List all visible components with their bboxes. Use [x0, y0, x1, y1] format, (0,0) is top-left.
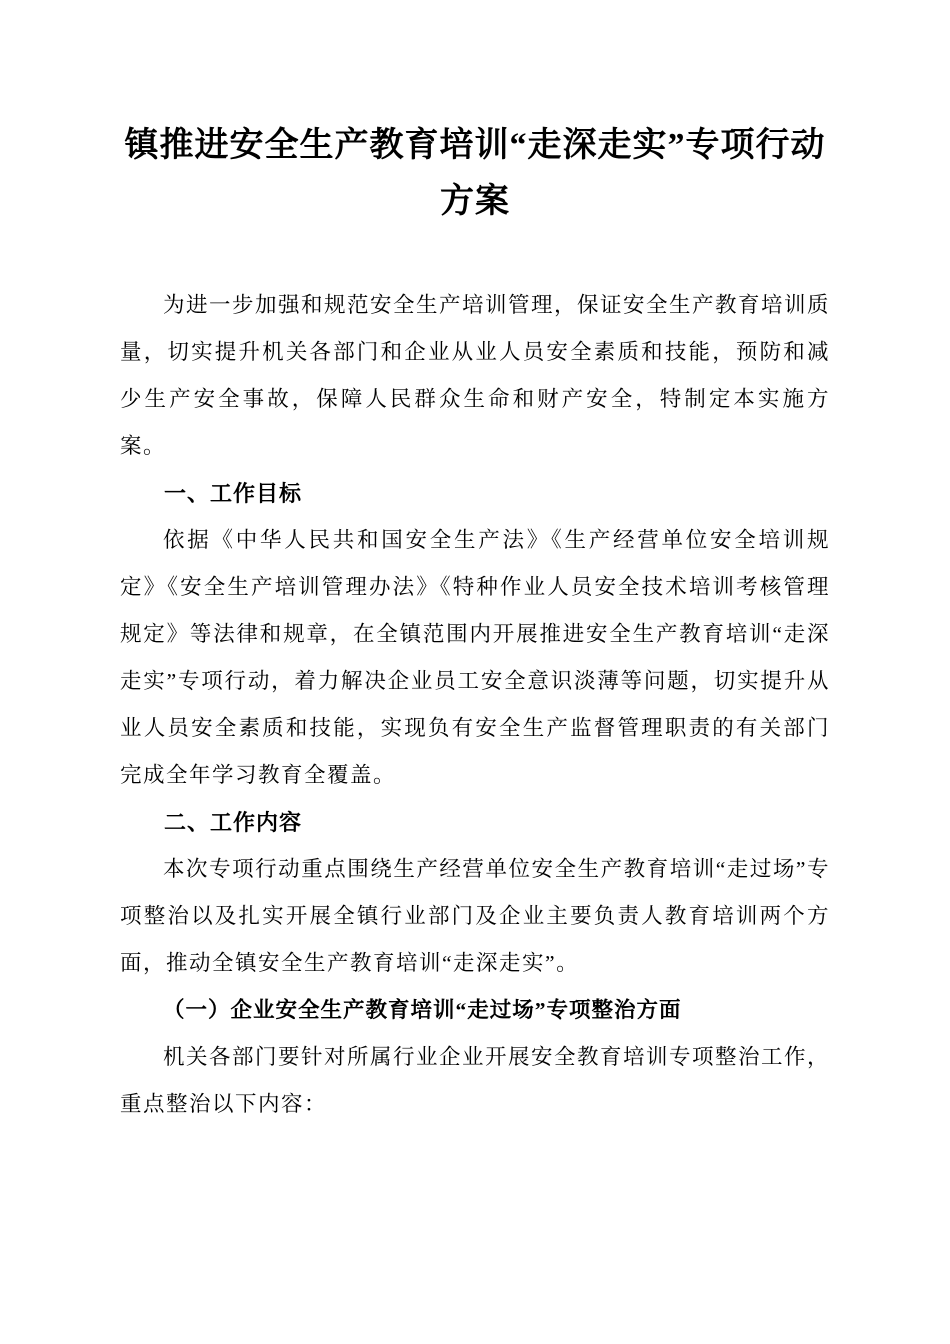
- paragraph-rectification-body: 机关各部门要针对所属行业企业开展安全教育培训专项整治工作，重点整治以下内容：: [120, 1045, 831, 1117]
- heading-work-goals: 一、工作目标: [164, 481, 303, 507]
- paragraph-work-goals-body: 依据《中华人民共和国安全生产法》《生产经营单位安全培训规定》《安全生产培训管理办法》《特种作业人员安全技术培训考核管理规定》等法律和规章，在全镇范围内开展推进安全生产教育培训“走深走实”专项行动，着力解决企业员工安全意识淡薄等问题，切实提升从业人员安全素质和技能，实现负有安全生产监督管理职责的有关部门完成全年学习教育全覆盖。: [120, 528, 830, 788]
- paragraph-intro: 为进一步加强和规范安全生产培训管理，保证安全生产教育培训质量，切实提升机关各部门和企业从业人员安全素质和技能，预防和减少生产安全事故，保障人民群众生命和财产安全，特制定本实施方案。: [120, 293, 831, 459]
- paragraph-work-content-body: 本次专项行动重点围绕生产经营单位安全生产教育培训“走过场”专项整治以及扎实开展全镇行业部门及企业主要负责人教育培训两个方面，推动全镇安全生产教育培训“走深走实”。: [120, 857, 830, 976]
- subheading-special-rectification: （一）企业安全生产教育培训“走过场”专项整治方面: [163, 998, 682, 1023]
- heading-work-content: 二、工作内容: [164, 810, 303, 836]
- document-title: 镇推进安全生产教育培训“走深走实”专项行动方案: [124, 127, 826, 221]
